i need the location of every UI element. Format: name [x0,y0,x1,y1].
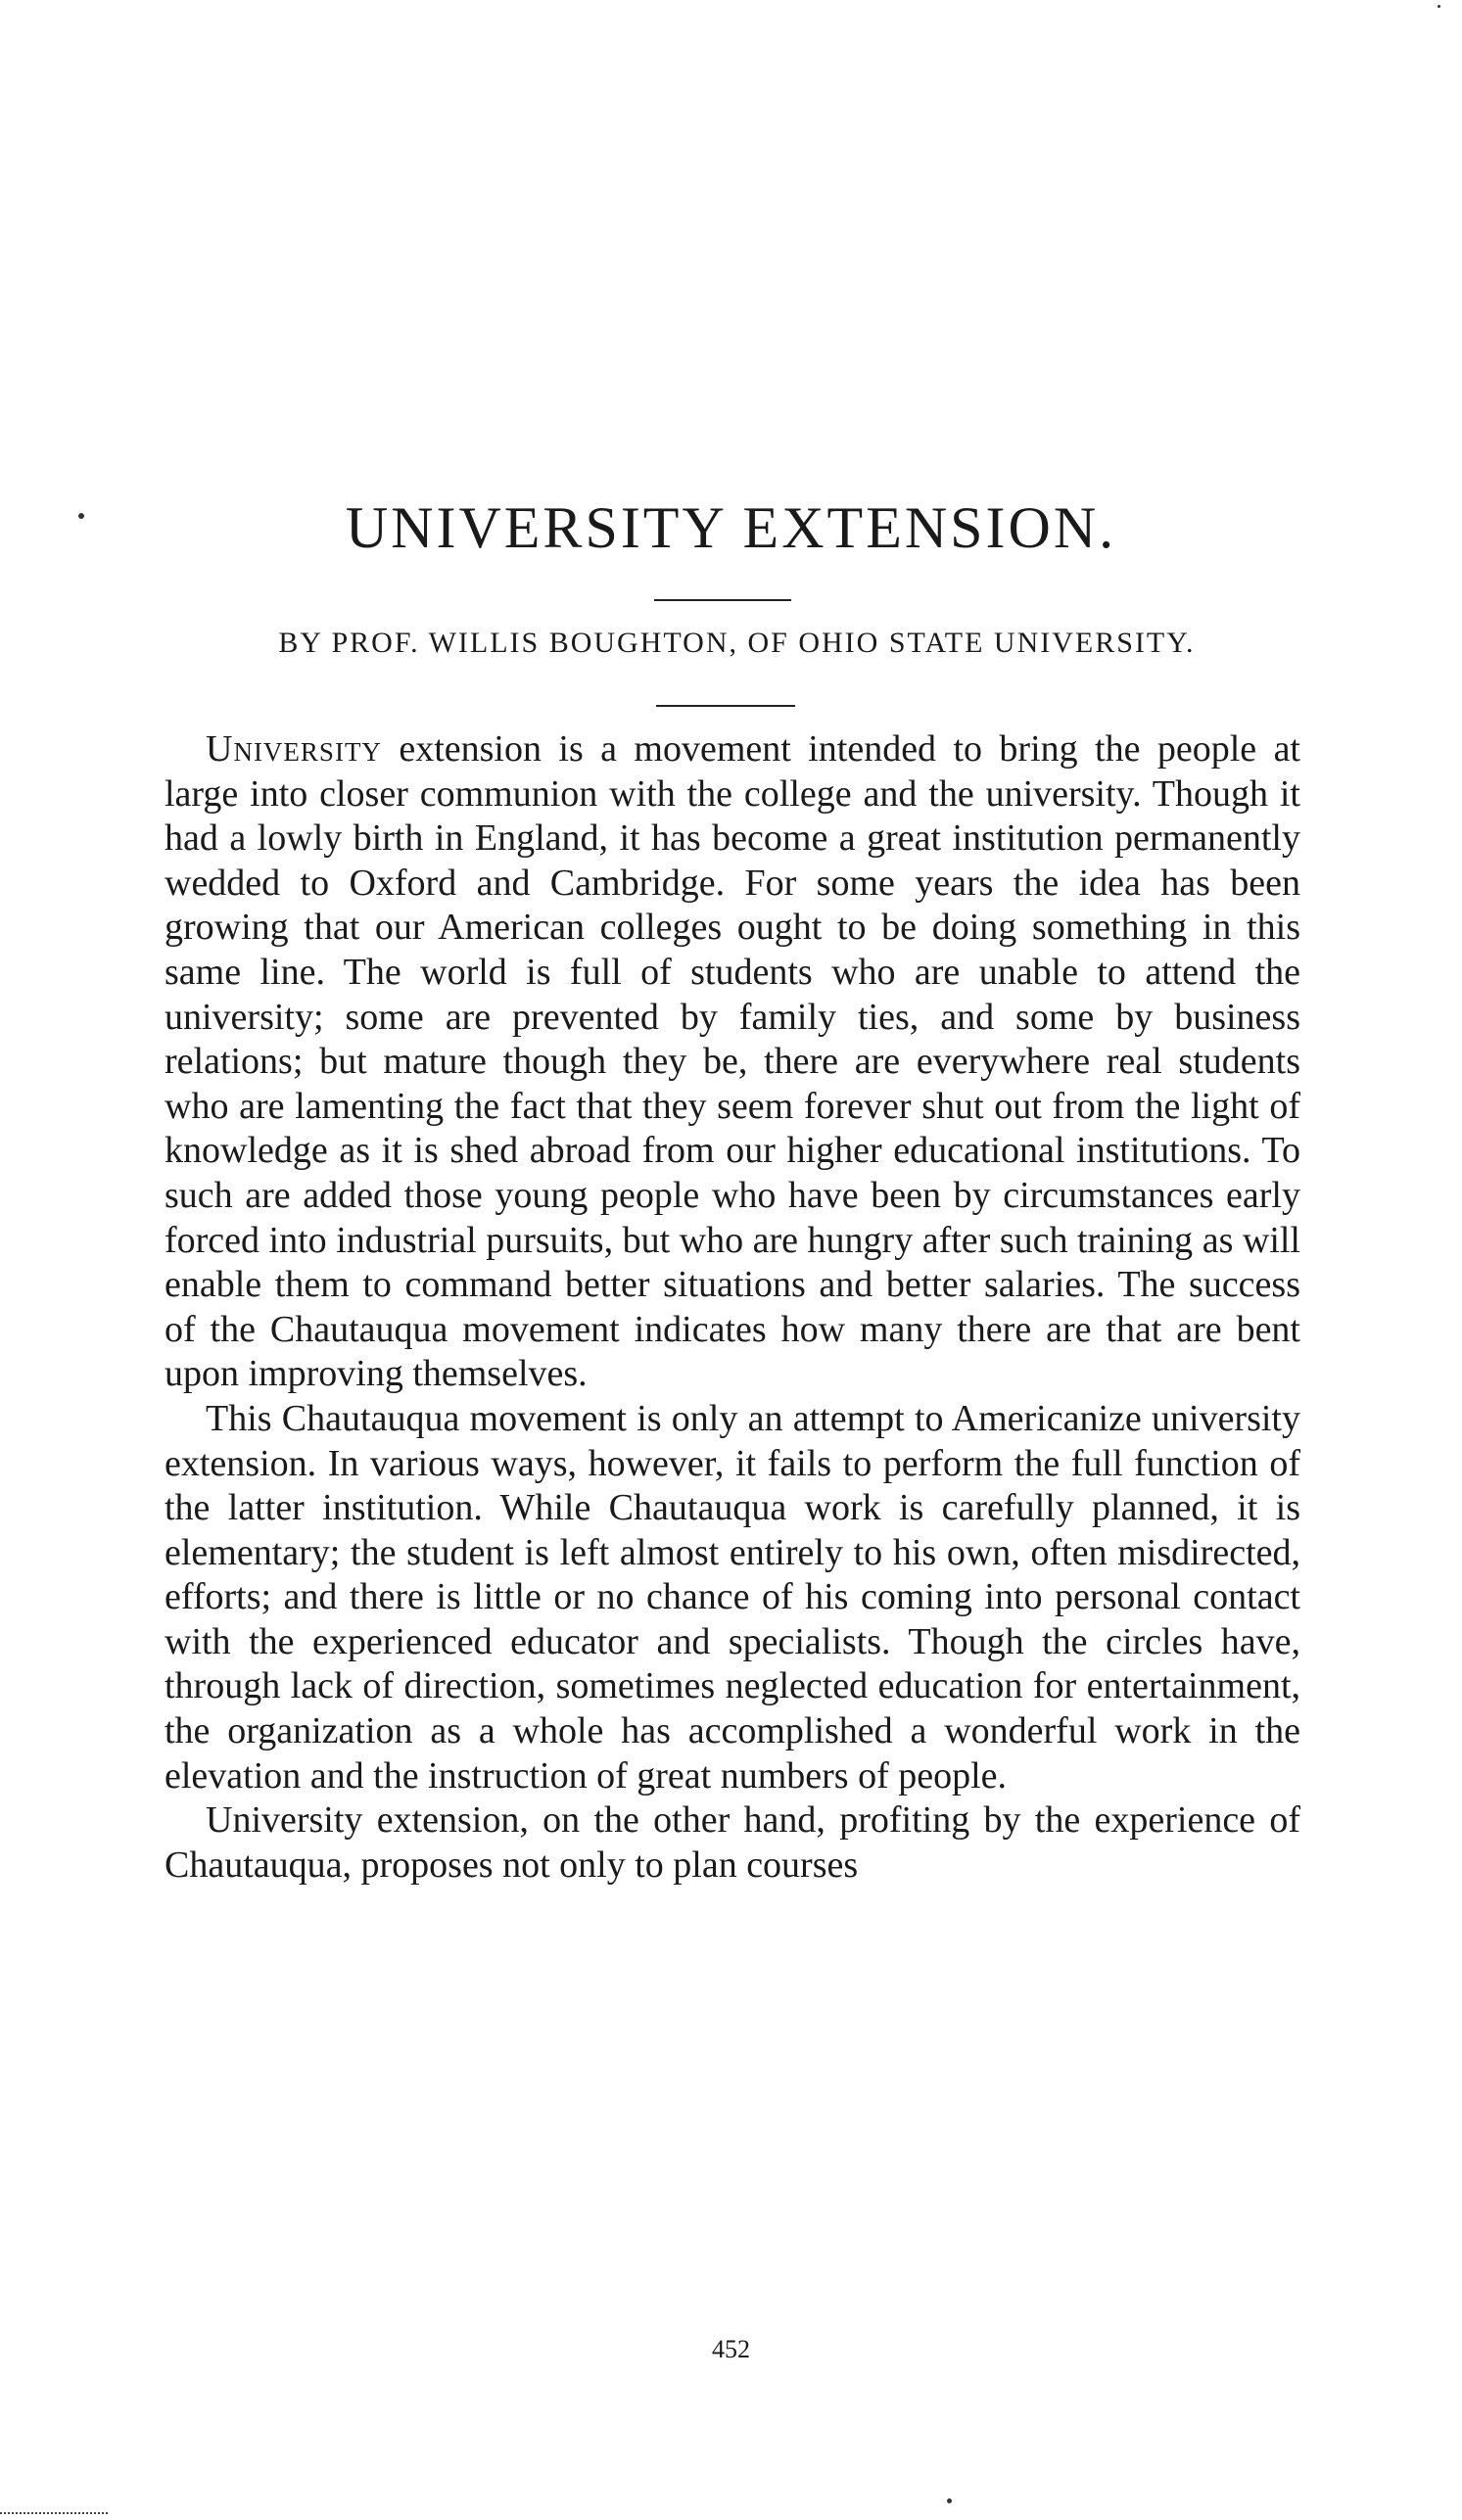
ink-speck [947,2498,952,2503]
article-byline: BY PROF. WILLIS BOUGHTON, OF OHIO STATE UNIVERSITY. [278,627,1196,659]
ink-speck [1438,5,1440,8]
paragraph-opening-word: University [206,728,382,770]
paragraph: This Chautauqua movement is only an attempt to Americanize university extension. In various ways, however, it fails to perform the full function of the latter institution. While Chautauqua work is carefully planned, it is elementary; the student is left almost entirely to his own, often misdirected, efforts; and there is little or no chance of his coming into personal contact with the experienced educator and specialists. Though the circles have, through lack of direction, sometimes neglected education for entertainment, the organization as a whole has accomplished a wonderful work in the elevation and the instruction of great numbers of people. [165,1397,1300,1797]
paragraph-text: extension is a movement intended to bring the people at large into closer communion with the college and the university. Though it had a lowly birth in England, it has become a great institution permanently wedded to Oxford and Cambridge. For some years the idea has been growing that our American colleges ought to be doing something in this same line. The world is full of students who are unable to attend the university; some are prevented by family ties, and some by business relations; but mature though they be, there are everywhere real students who are lamenting the fact that they seem forever shut out from the light of knowledge as it is shed abroad from our higher educational institutions. To such are added those young people who have been by circumstances early forced into industrial pursuits, but who are hungry after such training as will enable them to command better situations and better salaries. The success of the Chautauqua movement indicates how many there are that are bent upon improving themselves. [165,728,1300,1395]
scan-edge-mark [0,2512,108,2514]
article-body [165,727,1300,1888]
paragraph: University extension, on the other hand, profiting by the experience of Chautauqua, proposes not only to plan courses [165,1799,1300,1886]
page-number: 452 [712,2335,750,2363]
paragraph [165,727,1300,1397]
title-divider [654,599,791,601]
byline-divider [656,705,795,707]
article-title: UNIVERSITY EXTENSION. [345,495,1117,560]
